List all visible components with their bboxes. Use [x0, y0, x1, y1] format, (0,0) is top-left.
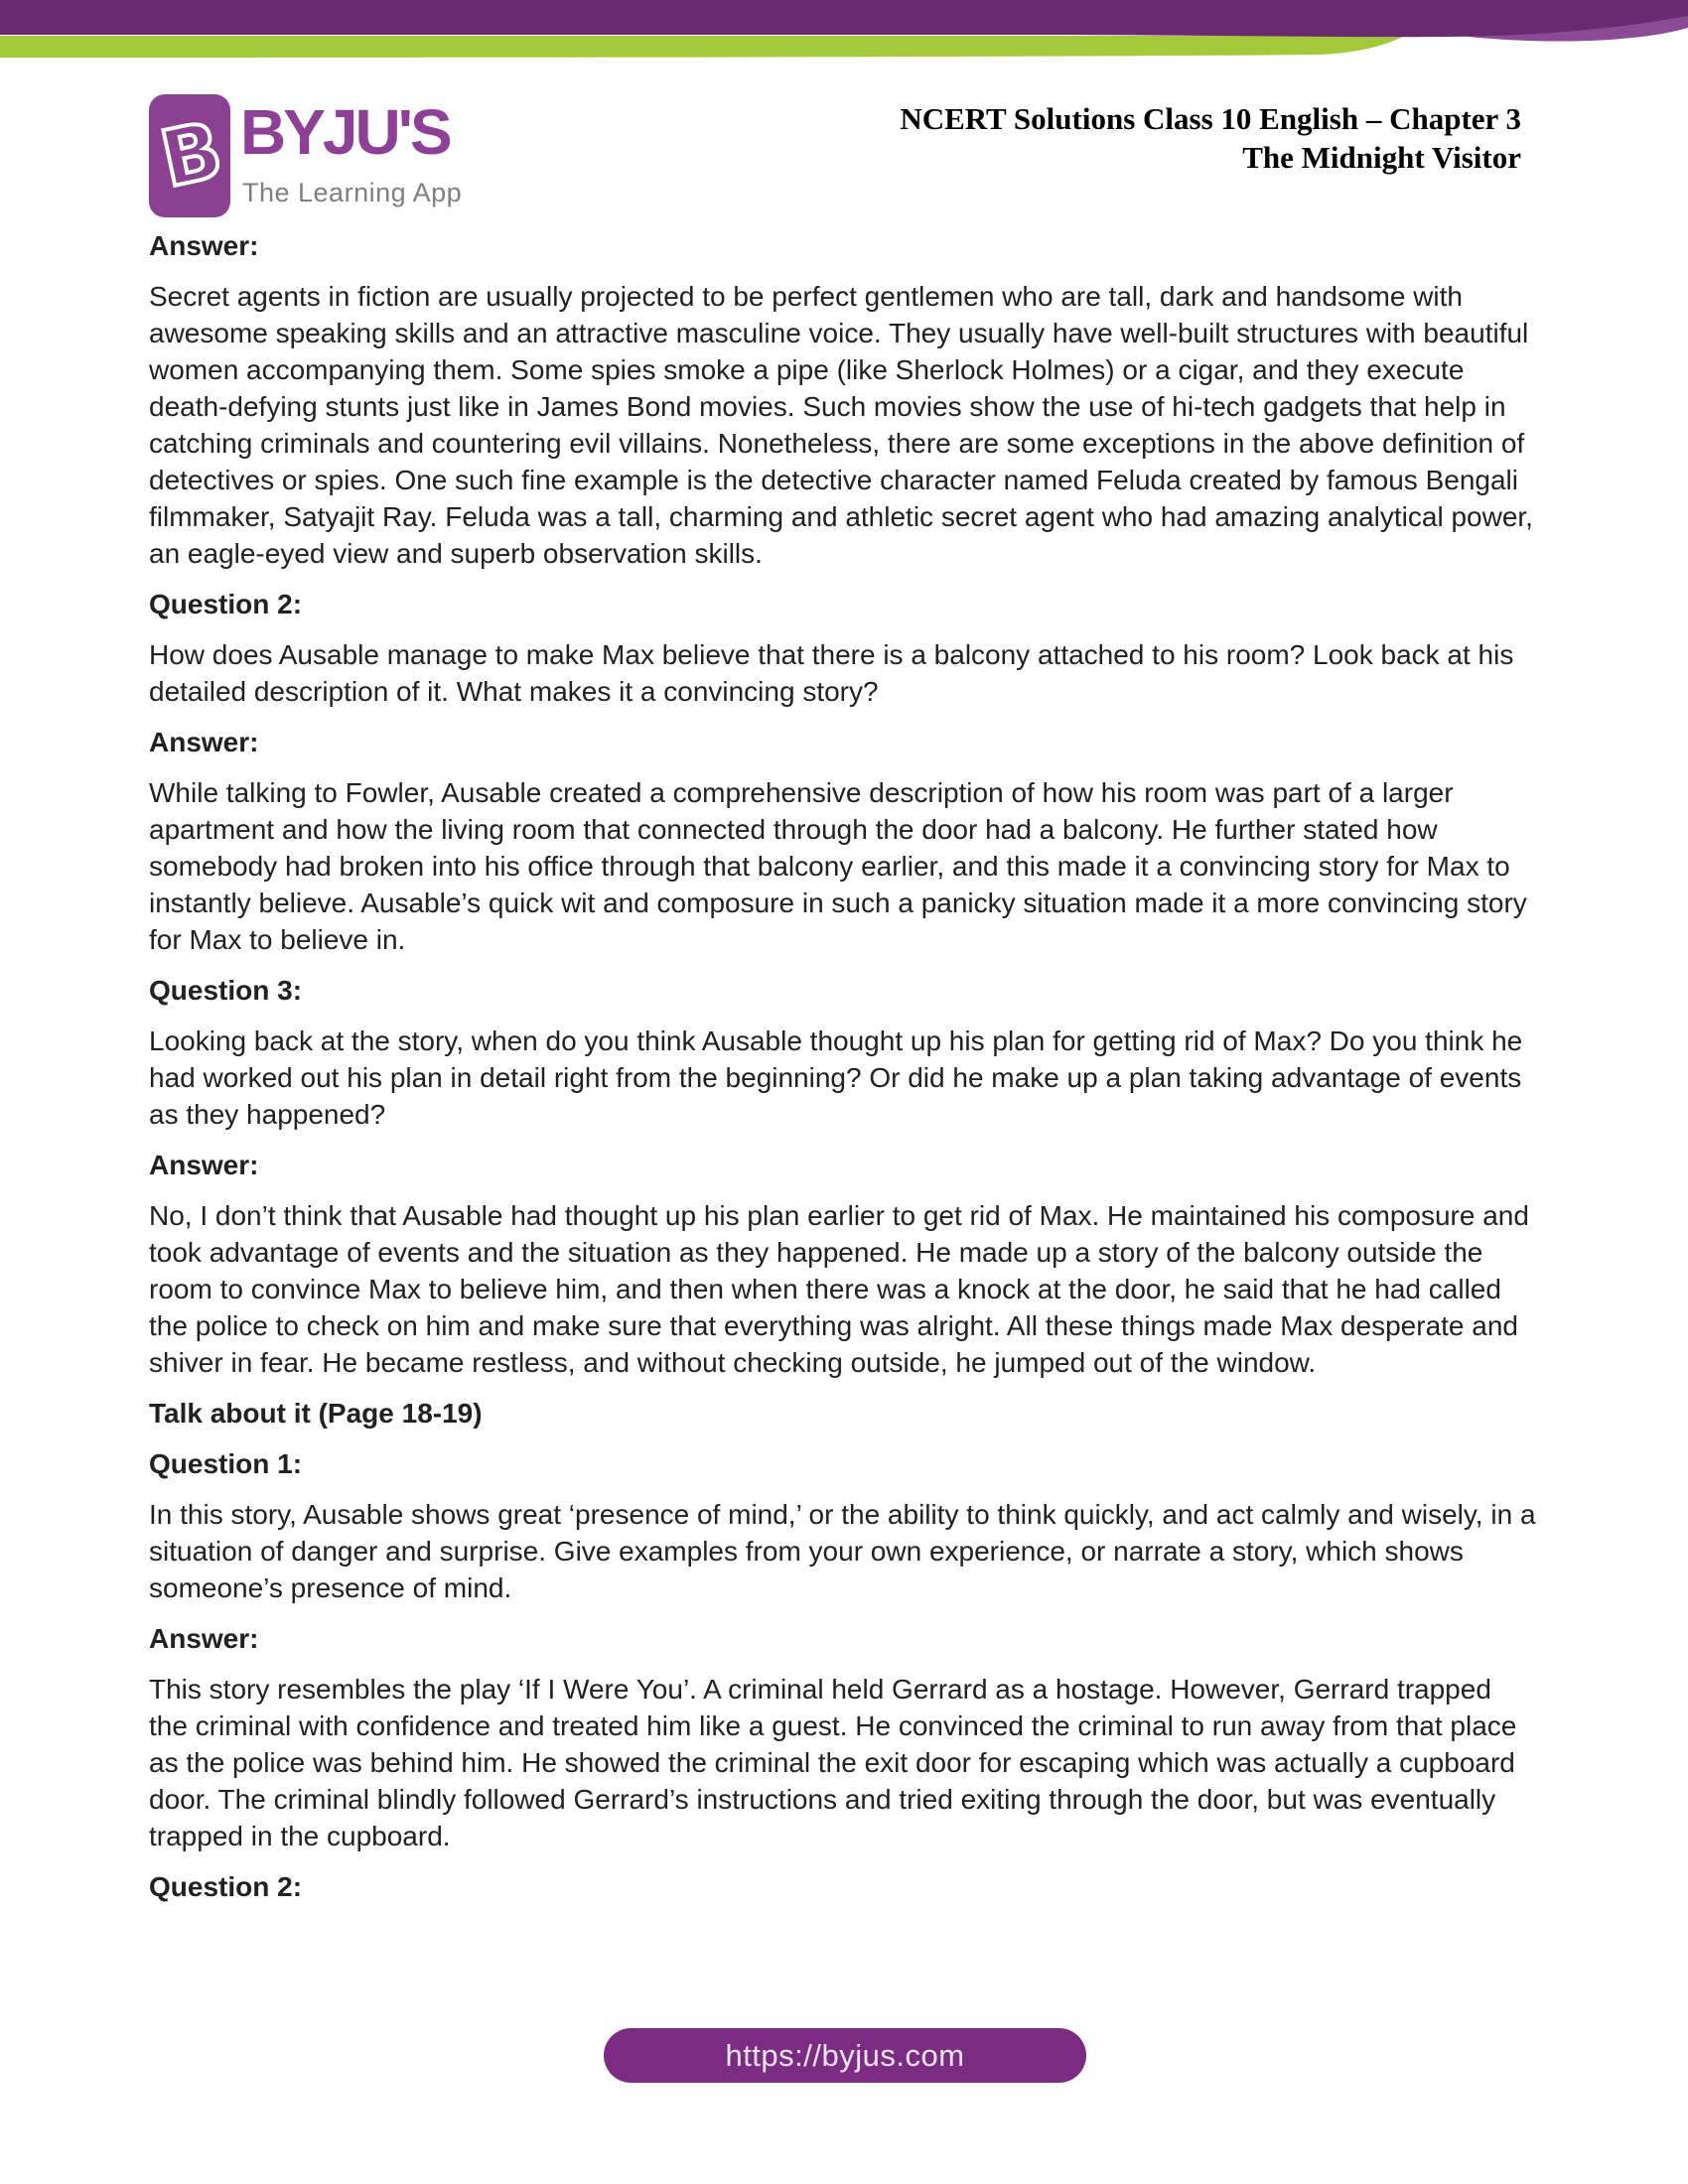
page-title-line1: NCERT Solutions Class 10 English – Chapter 3: [900, 101, 1521, 136]
section-heading: Question 2:: [149, 1871, 303, 1902]
paragraph: In this story, Ausable shows great ‘presence of mind,’ or the ability to think quickly, and act calmly and wisely, in a situation of danger and surprise. Give examples from your own experience, or narrate a story, which shows someone’s presence of mind.: [149, 1499, 1536, 1603]
content-column: [149, 213, 1537, 1919]
section-heading: Answer:: [149, 727, 259, 757]
section-heading: Answer:: [149, 1150, 259, 1180]
paragraph: Secret agents in fiction are usually projected to be perfect gentlemen who are tall, dark and handsome with awesome speaking skills and an attractive masculine voice. They usually have well-built structures with beautiful women accompanying them. Some spies smoke a pipe (like Sherlock Holmes) or a cigar, and they execute death-defying stunts just like in James Bond movies. Such movies show the use of hi-tech gadgets that help in catching criminals and countering evil villains. Nonetheless, there are some exceptions in the above definition of detectives or spies. One such fine example is the detective character named Feluda created by famous Bengali filmmaker, Satyajit Ray. Feluda was a tall, charming and athletic secret agent who had amazing analytical power, an eagle-eyed view and superb observation skills.: [149, 281, 1533, 569]
brand-tagline: The Learning App: [242, 178, 463, 207]
paragraph: Looking back at the story, when do you think Ausable thought up his plan for getting rid of Max? Do you think he had worked out his plan in detail right from the beginning? Or did he make up a plan taking advantage of events as they happened?: [149, 1025, 1523, 1130]
paragraph: How does Ausable manage to make Max believe that there is a balcony attached to his room? Look back at his detailed description of it. What makes it a convincing story?: [149, 639, 1514, 707]
banner-dark-purple-bar: [0, 0, 1688, 37]
section-heading: Question 2:: [149, 589, 303, 619]
byjus-logo: [149, 94, 463, 223]
section-heading: Question 3:: [149, 975, 303, 1006]
section-heading: Answer:: [149, 1623, 259, 1654]
footer-url[interactable]: https://byjus.com: [725, 2037, 965, 2073]
header-banner-decoration: [0, 0, 1688, 71]
section-heading: Talk about it (Page 18-19): [149, 1398, 483, 1429]
paragraph: No, I don’t think that Ausable had thought up his plan earlier to get rid of Max. He maintained his composure and took advantage of events and the situation as they happened. He made up a story of the balcony outside the room to convince Max to believe him, and then when there was a knock at the door, he said that he had called the police to check on him and make sure that everything was alright. All these things made Max desperate and shiver in fear. He became restless, and without checking outside, he jumped out of the window.: [149, 1200, 1529, 1378]
page-title-line2: The Midnight Visitor: [1242, 140, 1521, 175]
section-heading: Question 1:: [149, 1448, 303, 1479]
section-heading: Answer:: [149, 230, 259, 261]
page-title: [900, 99, 1521, 177]
svg-text:B: B: [153, 105, 230, 205]
paragraph: This story resembles the play ‘If I Were You’. A criminal held Gerrard as a hostage. However, Gerrard trapped the criminal with confidence and treated him like a guest. He convinced the criminal to run away from that place as the police was behind him. He showed the criminal the exit door for escaping which was actually a cupboard door. The criminal blindly followed Gerrard’s instructions and tried exiting through the door, but was eventually trapped in the cupboard.: [149, 1674, 1517, 1851]
brand-wordmark: BYJU'S: [240, 96, 450, 168]
footer-url-pill[interactable]: [604, 2028, 1086, 2083]
byjus-b-icon: [149, 94, 230, 217]
paragraph: While talking to Fowler, Ausable created a comprehensive description of how his room was part of a larger apartment and how the living room that connected through the door had a balcony. He further stated how somebody had broken into his office through that balcony earlier, and this made it a convincing story for Max to instantly believe. Ausable’s quick wit and composure in such a panicky situation made it a more convincing story for Max to believe in.: [149, 777, 1527, 955]
